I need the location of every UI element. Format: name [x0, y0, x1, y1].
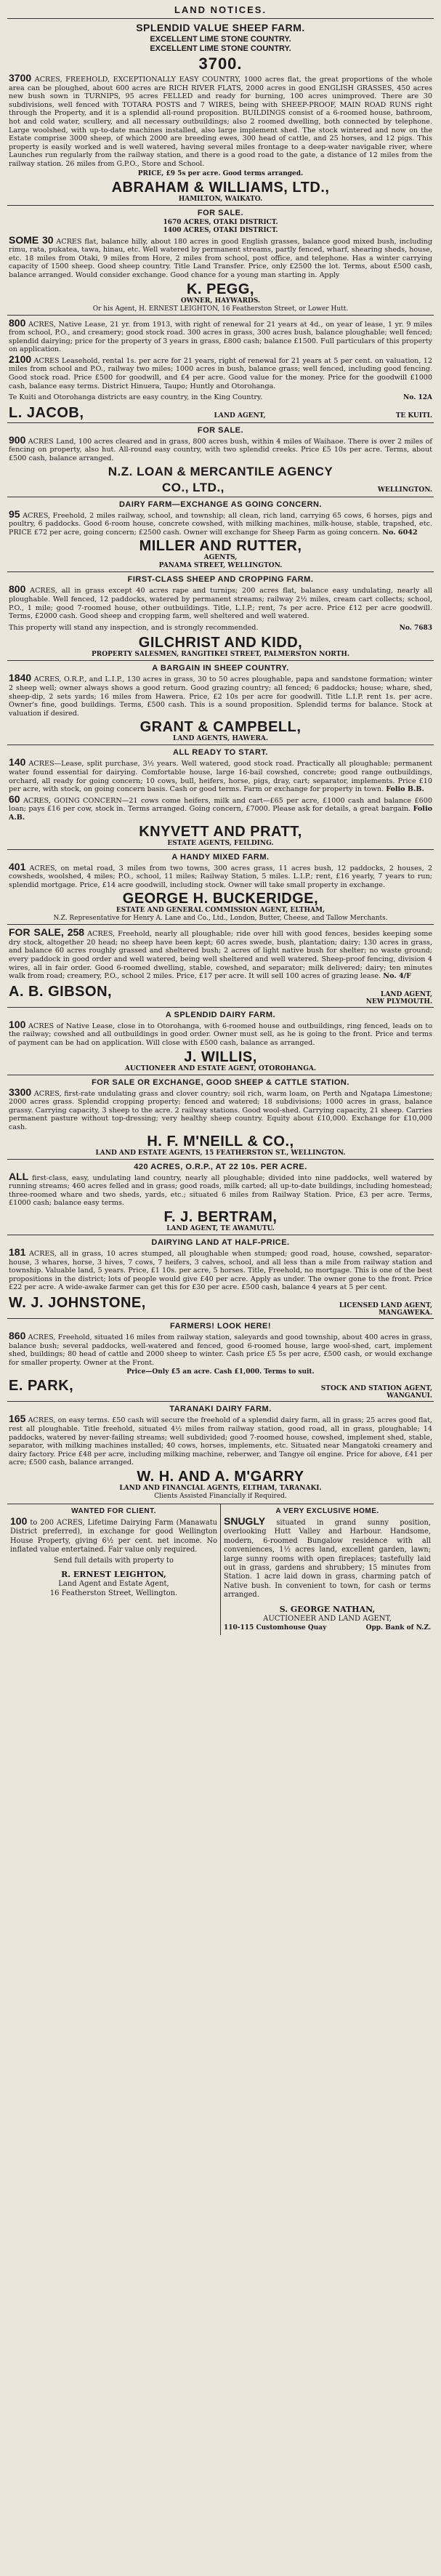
ad-handy-mixed-farm — [7, 849, 434, 925]
ad-text: ACRES, on easy terms. £50 cash will secure the freehold of a splendid dairy farm, all in grass; 25 acres good flat, rest all ploughable. Title freehold, situated 4½ miles from railway station, good road, all in grass, ploughable; 14 paddocks, watered by never-failing streams; well subdivided; good 7-roomed house, cowshed, implement shed, stable, separator, with milking machines installed; 40 cows, horses, implements, etc. Situated near Mangatoki creamery and dairy factory. Price £48 per acre, including milking machine, reberwer, and Tangye oil engine. Price for above, £41 per acre; £500 cash, balance arranged. — [9, 1416, 432, 1467]
ad-address: Opp. Bank of N.Z. — [365, 1624, 431, 1632]
ad-subheading: EXCELLENT LIME STONE COUNTRY. — [150, 35, 291, 44]
ad-text: This property will stand any inspection, and is strongly recommended. — [9, 623, 259, 632]
ad-headline: WANTED FOR CLIENT. — [71, 1506, 156, 1515]
ad-body — [9, 928, 432, 981]
ad-reference: Folio B.B. — [386, 785, 424, 794]
ad-reference: No. 6042 — [382, 528, 418, 537]
ad-headline: A BARGAIN IN SHEEP COUNTRY. — [152, 664, 289, 673]
ad-signature — [224, 1605, 431, 1633]
ad-body — [9, 860, 432, 890]
ad-agent: E. PARK, — [9, 1378, 74, 1395]
ad-reference: No. 12A — [403, 394, 432, 402]
ad-exclusive-home — [220, 1504, 434, 1635]
ad-agent: CO., LTD., — [162, 480, 224, 494]
ad-text: ACRES Land, 100 acres cleared and in grass, 800 acres bush, within 4 miles of Waihaoe. There is over 2 miles of fencing on property, also hut. All-round easy country, with two splendid creeks. Price £5 10s per acre. Terms, about £500 cash, balance arranged. — [9, 437, 432, 463]
ad-address: ESTATE AGENTS, FEILDING. — [167, 839, 274, 847]
ad-acreage: 3700. — [198, 55, 243, 73]
ad-subheading: 1670 ACRES, OTAKI DISTRICT. — [163, 218, 278, 226]
ad-agent: MILLER AND RUTTER, — [139, 538, 302, 555]
ad-text: to 200 ACRES, Lifetime Dairying Farm (Manawatu District preferred), in exchange for good Wellington House Property, giving 6½ per cent. net income. No inflated value entertained. Fair value only required. — [10, 1518, 217, 1554]
ad-body — [9, 795, 432, 822]
ad-lead: 1840 — [9, 672, 32, 684]
ad-taranaki-dairy-farm — [7, 1401, 434, 1502]
ad-lead: 800 — [9, 316, 26, 329]
ad-representative: N.Z. Representative for Henry A. Lane and Co., Ltd., London, Butter, Cheese, and Tallow Merchants. — [53, 915, 388, 923]
ad-role: ESTATE AND GENERAL COMMISSION AGENT, ELTHAM, — [116, 907, 325, 915]
ad-text: ACRES flat, balance hilly, about 180 acres in good English grasses, balance good mixed bush, including rimu, rata, pukatea, tawa, hinau, etc. Well watered by permanent streams, partly fenced, wharf, shearing sheds, house, etc. 18 miles from Otaki, 9 miles from Hore, 2 miles from school, post office, and telephone. Has a winter carrying capacity of 1500 sheep. Good sheep country. Title Land Transfer. Price, only £2500 the lot. Terms, about £500 cash, balance arranged. Would consider exchange. Good chance for a young man starting in. Apply — [9, 237, 432, 279]
ad-lead: 100 — [10, 1514, 28, 1527]
ad-footer: Send full details with property to — [54, 1556, 174, 1565]
ad-agent: A. B. GIBSON, — [9, 983, 113, 1000]
ad-headline: ALL READY TO START. — [173, 748, 268, 758]
ad-address: PANAMA STREET, WELLINGTON. — [158, 562, 283, 570]
ad-text: ACRES, on metal road, 3 miles from two towns, 300 acres grass, 11 acres bush, 12 paddocks, 2 houses, 2 cowsheds, woolshed, 4 miles; P.O., school, 11 miles; Railway Station, 5 miles. L.I.P.; rent, £16 yearly, 7 years to run; splendid mortgage. Price, £14 acre goodwill, including stock. Owner will take small property in exchange. — [9, 864, 432, 889]
ad-for-sale-900 — [7, 422, 434, 497]
ad-headline: FIRST-CLASS SHEEP AND CROPPING FARM. — [127, 575, 314, 585]
ad-dairy-farm-exchange — [7, 497, 434, 572]
ad-text: Te Kuiti and Otorohanga districts are easy country, in the King Country. — [9, 393, 263, 402]
ad-town: MANGAWEKA. — [379, 1309, 432, 1317]
ad-agent: J. WILLIS, — [184, 1048, 257, 1065]
ad-agent: R. ERNEST LEIGHTON, — [61, 1569, 166, 1579]
ad-address: LAND AGENTS, HAWERA. — [173, 735, 268, 743]
ad-text: ACRES, Freehold, 2 miles railway, school, and township; all clean, rich land, carrying 65 cows, 6 horses, pigs and poultry, 6 paddocks. Good 6-room house, concrete cowshed, with milking machines, milk-house, stable, trapshed, etc. PRICE £72 per acre, going concern; £2500 cash. Owner will exchange for Sheep Farm as going concern. — [9, 511, 432, 537]
ad-body — [9, 1088, 432, 1132]
section-header: LAND NOTICES. — [174, 4, 267, 15]
ad-for-sale-258 — [7, 924, 434, 1007]
ad-lead: 3700 — [9, 72, 32, 84]
ad-agent: ABRAHAM & WILLIAMS, LTD., — [111, 179, 330, 196]
bottom-columns — [7, 1504, 434, 1635]
ad-body — [9, 507, 432, 537]
ad-lead: ALL — [9, 1170, 29, 1182]
ad-body — [9, 1170, 432, 1208]
ad-headline: FOR SALE OR EXCHANGE, GOOD SHEEP & CATTLE STATION. — [92, 1078, 349, 1087]
ad-lead: 2100 — [9, 353, 32, 365]
ad-text: ACRES—Lease, split purchase, 3½ years. Well watered, good stock road. Practically all ploughable; permanent water found essential for dairying. Comfortable house, large 16-bail cowshed, concrete; good range outbuildings, orchard, all ready for going concern; 10 cows, bull, heifers, horse, pigs, dray, cart; separator, implements. Price £10 per acre, with stock, on going concern basis. Cash or good terms. Farm or exchange for property in town. — [9, 760, 432, 794]
ad-lead: 800 — [9, 583, 26, 595]
ad-text: first-class, easy, undulating land country, nearly all ploughable; divided into nine paddocks, well watered by running streams; 460 acres felled and in grass; good roads, milk carted; all up-to-date buildings, including homestead; three-roomed whare and two sheds, yards, etc.; situated 6 miles from Railway Station. Price, £3 per acre. Terms, £1000 cash; balance easy terms. — [9, 1173, 432, 1208]
ad-splendid-dairy-farm — [7, 1007, 434, 1075]
ad-body — [9, 316, 432, 354]
ad-headline: DAIRY FARM—EXCHANGE AS GOING CONCERN. — [118, 499, 323, 509]
ad-text: ACRES, O.R.P., and L.I.P., 130 acres in grass, 30 to 50 acres ploughable, papa and sandstone formation; winter 2 sheep well; owner always shows a good return. Good grazing country; all fenced; 6 paddocks; house; whare, shed, sheep-dip, 2 sets yards; 16 miles from Hawera. Price, £2 10s per acre for goodwill. Title L.I.P. rent 1s. per acre. Owner's fine, good buildings. Terms, £500 cash. This is a sound proposition. Splendid terms for balance. Stock at valuation if desired. — [9, 675, 432, 718]
ad-subheading: 1400 ACRES, OTAKI DISTRICT. — [163, 226, 278, 234]
ad-lead: 165 — [9, 1413, 26, 1425]
ad-body — [9, 233, 432, 280]
ad-farmers-look-here — [7, 1318, 434, 1401]
ad-headline: TARANAKI DAIRY FARM. — [169, 1405, 272, 1414]
ad-reference: No. 7683 — [399, 624, 432, 632]
ad-all-ready-to-start — [7, 745, 434, 848]
ad-reference: No. 4/F — [383, 972, 411, 981]
ad-headline: A SPLENDID DAIRY FARM. — [165, 1010, 276, 1019]
ad-lead: 95 — [9, 507, 20, 520]
ad-address: AUCTIONEER AND ESTATE AGENT, OTOROHANGA. — [124, 1064, 317, 1072]
ad-body — [9, 674, 432, 718]
ad-420-acres — [7, 1159, 434, 1235]
ad-role: LAND AGENT, — [214, 412, 266, 420]
ad-lead: 860 — [9, 1329, 26, 1341]
ad-town: TE KUITI. — [395, 412, 432, 420]
ad-headline: FOR SALE. — [197, 425, 244, 435]
ad-body — [9, 1415, 432, 1467]
ad-body — [9, 74, 432, 169]
ad-headline: 420 ACRES, O.R.P., AT 22 10s. PER ACRE. — [134, 1162, 307, 1171]
ad-agent: GILCHRIST AND KIDD, — [138, 635, 303, 651]
ad-text: ACRES, FREEHOLD, EXCEPTIONALLY EASY COUNTRY, 1000 acres flat, the great proportions of the whole area can be ploughed, about 600 acres are RICH RIVER FLATS, 2000 acres in good ENGLISH GRASSES, 450 acres new bush sown in TURNIPS, 95 acres FELLED and ready for burning, 100 acres unimproved. There are 30 subdivisions, well fenced with TOTARA POSTS and 7 WIRES, being with SHEEP-PROOF, MAIN ROAD RUNS right through the Property, and it is a splendid all-round proposition. BUILDINGS consist of a 6-roomed house, bathroom, hot and cold water, scullery, and all necessary outbuildings; also 2 roomed dwelling, both connected by telephone. Large woolshed, with up-to-date machines installed, also large implement shed. The stock wintered and now on the Estate comprise 3000 sheep, of which 2000 are breeding ewes, 300 head of cattle, and 25 horses, and 12 pigs. This property is easily worked and is well watered, having several miles frontage to a deep-water navigable river, where Launches run regularly from the railway station, and there is a good road to the gate, a distance of 12 miles from the railway station. 26 miles from G.P.O., Store and School. — [9, 76, 432, 168]
ad-sheep-cattle-station — [7, 1075, 434, 1159]
ad-role: AGENTS, — [203, 554, 238, 562]
ad-lead: 140 — [9, 756, 26, 769]
ad-native-lease — [7, 315, 434, 422]
ad-body — [10, 1514, 217, 1555]
ad-splendid-sheep-farm — [7, 18, 434, 205]
ad-agent: KNYVETT AND PRATT, — [139, 823, 302, 840]
ad-text: ACRES, all in grass except 40 acres rape and turnips; 200 acres flat, balance easy undulating, nearly all ploughable. Well fenced, 12 paddocks, watered by permanent streams; railway 2½ miles, cream cart collects; school, P.O., 1 mile; good 7-roomed house, other outbuildings. Title, L.I.P.; rent, 7s per acre. Price £12 per acre goodwill. Terms, £2000 cash. Good sheep and cropping farm, well sheltered and well watered. — [9, 587, 432, 621]
ad-headline: A VERY EXCLUSIVE HOME. — [275, 1506, 379, 1515]
ad-agent: GRANT & CAMPBELL, — [139, 719, 302, 736]
ad-agent: L. JACOB, — [9, 404, 84, 421]
ad-text: ACRES, Freehold, situated 16 miles from railway station, saleyards and good township, about 400 acres in grass, balance bush; several paddocks, well-watered and fenced, good 6-roomed house, large wool-shed, cart, implement shed, buildings; 80 head of cattle and 2000 sheep to winter. Cash price £5 5s per acre, £500 cash, or would exchange for smaller property. Owner at the Front. — [9, 1333, 432, 1367]
ad-body — [9, 433, 432, 463]
ad-role: AUCTIONEER AND LAND AGENT, — [263, 1614, 392, 1623]
ad-subheading: EXCELLENT LIME STONE COUNTRY. — [150, 44, 291, 53]
ad-owner: OWNER, HAYWARDS. — [180, 297, 261, 305]
ad-headline: SPLENDID VALUE SHEEP FARM. — [136, 22, 305, 33]
ad-price: PRICE, £9 5s per acre. Good terms arranged. — [137, 169, 304, 177]
ad-town: WANGANUI. — [387, 1392, 432, 1400]
ad-role: LAND AGENT, — [380, 990, 432, 998]
ad-address: 16 Featherston Street, Wellington. — [49, 1589, 178, 1597]
ad-otaki-district — [7, 205, 434, 315]
ad-text: ACRES of Native Lease, close in to Otorohanga, with 6-roomed house and outbuildings, ring fenced, leads on to the railway; cowshed and all outbuildings in good order. Owner must sell, as he is going to the front. Price and terms of payment can be had on application. Will close with £500 cash, balance as arranged. — [9, 1022, 432, 1048]
ad-lead: 3300 — [9, 1086, 32, 1098]
ad-address: LAND AND FINANCIAL AGENTS, ELTHAM, TARANAKI. — [119, 1484, 322, 1492]
ad-agent: H. F. M'NEILL & CO., — [147, 1133, 294, 1149]
ad-lead: 401 — [9, 860, 26, 872]
ad-text: situated in grand sunny position, overlooking Hutt Valley and Harbour. Handsome, modern, 6-roomed Bungalow residence with all conveniences, 1½ acres land, excellent garden, lawn; large sunny rooms with open fireplaces; tastefully laid out in grass, gardens and shrubbery; 15 minutes from Station. 1 acre laid down in grass, charming patch of Native bush. In convenient to town, for cash or terms arranged. — [224, 1518, 431, 1600]
ad-text: ACRES, first-rate undulating grass and clover country; soil rich, warm loam, on Perth and Ngatapa Limestone; 2000 acres grass. Splendid cropping property; fenced and watered; 18 subdivisions; 1000 acres in grass, balance grassy. Carrying capacity, 3 sheep to the acre. 2 railway stations. Good wool-shed. Carrying capacity, 21 sheep. Carries permanent pasture without top-dressing; very healthy sheep country. Equity about £10,000. Exchange for £10,000 cash. — [9, 1089, 432, 1131]
ad-role: LICENSED LAND AGENT, — [339, 1301, 432, 1309]
ad-body — [224, 1514, 431, 1600]
ad-agent: S. GEORGE NATHAN, — [279, 1604, 376, 1614]
ad-bargain-sheep-country — [7, 660, 434, 745]
ad-role: STOCK AND STATION AGENT, — [320, 1385, 432, 1393]
ad-lead: SNUGLY — [224, 1514, 266, 1527]
ad-body — [9, 1018, 432, 1048]
ad-lead: SOME 30 — [9, 233, 54, 246]
ad-town: WELLINGTON. — [377, 486, 432, 494]
ad-town: HAMILTON, WAIKATO. — [178, 195, 263, 203]
ad-text: ACRES, Freehold, nearly all ploughable; ride over hill with good fences, besides keeping some dry stock, altogether 20 head; no sheep have been kept; 60 acres swede, bush, plantation; dairy; 130 acres in grass, and balance 60 acres roughly grassed and sheltered bush; 2 acres of light native bush for shelter; no waste ground; every paddock in good order and well watered, being well sheltered and well watered. Sheep-proof fencing, division 4 wires, all in fair order. Good 6-roomed dwelling, stable, cowshed, and separator; milk delivered; dairy; ten minutes walk from road; creamery, P.O., school 2 miles. Price, £17 per acre. It will sell 100 acres of grazing lease. — [9, 930, 432, 981]
ad-body — [9, 1329, 432, 1367]
ad-agent: K. PEGG, — [187, 281, 254, 297]
ad-agent: W. H. AND A. M'GARRY — [137, 1468, 304, 1485]
ad-address: 110-115 Customhouse Quay — [224, 1624, 327, 1632]
ad-body — [9, 353, 432, 390]
ad-address: LAND AND ESTATE AGENTS, 15 FEATHERSTON ST., WELLINGTON. — [95, 1149, 346, 1157]
ad-body — [9, 1245, 432, 1292]
ad-agent: GEORGE H. BUCKERIDGE, — [122, 891, 319, 907]
ad-lead: FOR SALE, 258 — [9, 926, 85, 939]
ad-agent: F. J. BERTRAM, — [163, 1208, 278, 1225]
ad-role: Land Agent and Estate Agent, — [58, 1579, 169, 1588]
ad-dairying-land-half-price — [7, 1235, 434, 1318]
ad-lead: 100 — [9, 1018, 26, 1030]
ad-headline: FOR SALE. — [197, 208, 244, 217]
ad-agent: N.Z. LOAN & MERCANTILE AGENCY — [108, 464, 333, 478]
ad-headline: DAIRYING LAND AT HALF-PRICE. — [151, 1237, 290, 1247]
ad-lead: 900 — [9, 433, 26, 446]
ad-lead: 60 — [9, 793, 20, 805]
ad-headline: FARMERS! LOOK HERE! — [169, 1321, 272, 1331]
ad-reference: Folio A.B. — [9, 805, 432, 822]
ad-body — [9, 758, 432, 793]
ad-headline: A HANDY MIXED FARM. — [171, 852, 270, 862]
ad-body — [9, 585, 432, 620]
ad-lead: 181 — [9, 1245, 26, 1258]
ad-address: PROPERTY SALESMEN, RANGITIKEI STREET, PALMERSTON NORTH. — [92, 651, 349, 659]
ad-sheep-cropping-farm — [7, 571, 434, 660]
ad-wanted-for-client — [7, 1504, 220, 1635]
ad-text: ACRES Leasehold, rental 1s. per acre for 21 years, right of renewal for 21 years at 5 per cent. on valuation, 12 miles from school and P.O., railway two miles; 1000 acres in bush, balance grass; well fenced, including good fencing. Good stock road. Price £500 for goodwill, and £4 per acre. Good value for the money. Price for the goodwill £1000 cash, balance easy terms. District Hinuera, Taupo; Huntly and Otorohanga. — [9, 356, 432, 390]
ad-agent: W. J. JOHNSTONE, — [9, 1294, 146, 1311]
ad-town: NEW PLYMOUTH. — [365, 998, 432, 1006]
ad-alt-agent: Or his Agent, H. ERNEST LEIGHTON, 16 Featherston Street, or Lower Hutt. — [92, 305, 349, 313]
ad-text: ACRES, Native Lease, 21 yr. from 1913, with right of renewal for 21 years at 4d., on year of lease, 1 yr. 9 miles from school, P.O., and creamery; good stock road. 300 acres in grass, 300 acres bush, balance ploughable; well fenced; splendid dairying; price for the property of 3 years in grass, £800 cash; balance £1500. Full particulars of this property on application. — [9, 320, 432, 354]
ad-price: Price—Only £5 an acre. Cash £1,000. Terms to suit. — [126, 1368, 315, 1376]
ad-address: LAND AGENT, TE AWAMUTU. — [166, 1224, 275, 1232]
ad-text: ACRES, GOING CONCERN—21 cows come heifers, milk and cart—£65 per acre, £1000 cash and balance £600 loan; pays £16 per cow, stock in. Terms arranged. Going concern, £7000. Please ask for details, a great bargain. — [9, 796, 432, 814]
ad-signature — [10, 1570, 217, 1598]
ad-text: ACRES, all in grass, 10 acres stumped, all ploughable when stumped; good road, house, cowshed, separator-house, 3 whares, horse, 3 hives, 7 cows, 7 heifers, 3 calves, school, and all less than a mile from railway station and township. Valuable land, 5 years. Price, £1 10s. per acre, 5 horses. Title, Freehold, no mortgage. This is one of the best propositions in the district; lots of people would give £40 per acre. Apply as under. The owner gone to the front. Price £22 per acre. A wide-awake farmer can get this for £30 per acre. £500 cash, balance 4 years at 5 per cent. — [9, 1249, 432, 1292]
ad-note: Clients Assisted Financially if Required. — [154, 1492, 287, 1500]
